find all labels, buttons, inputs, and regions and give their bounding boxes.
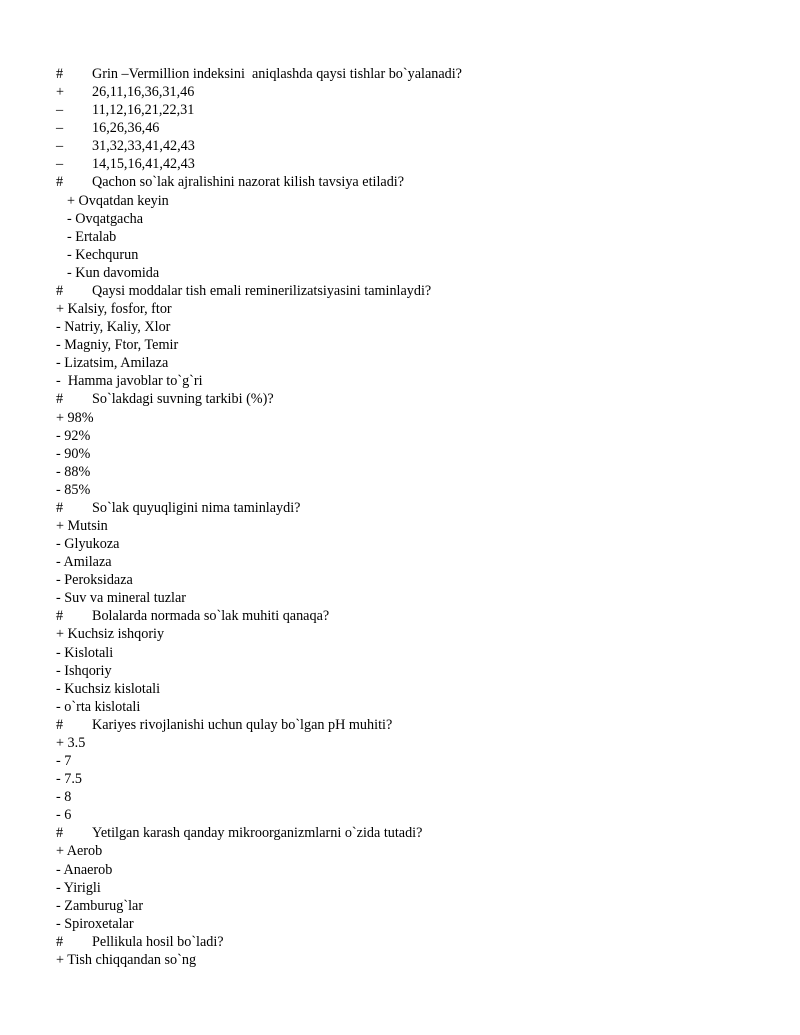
answer-option-line bbox=[56, 770, 82, 788]
answer-option-line bbox=[56, 535, 119, 553]
answer-option-line bbox=[56, 481, 90, 499]
answer-text: - Spiroxetalar bbox=[56, 915, 134, 932]
answer-text: - 88% bbox=[56, 463, 91, 480]
answer-option-line bbox=[56, 336, 178, 354]
answer-text: + Aerob bbox=[56, 843, 103, 860]
answer-text: + Kuchsiz ishqoriy bbox=[56, 626, 165, 643]
answer-text: 14,15,16,41,42,43 bbox=[92, 156, 195, 173]
question-text: Bolalarda normada so`lak muhiti qanaqa? bbox=[92, 608, 330, 625]
question-marker: # bbox=[56, 499, 64, 516]
answer-text: + Mutsin bbox=[56, 518, 108, 534]
answer-option-line bbox=[56, 354, 168, 372]
answer-option-line bbox=[56, 246, 138, 264]
question-marker: # bbox=[56, 174, 64, 191]
answer-text: + Kalsiy, fosfor, ftor bbox=[56, 301, 172, 318]
answer-option-line bbox=[56, 409, 94, 427]
question-line bbox=[56, 607, 329, 625]
answer-option-line bbox=[56, 625, 164, 643]
question-line bbox=[56, 390, 274, 408]
answer-option-line bbox=[56, 644, 113, 662]
answer-text: - Ovqatgacha bbox=[67, 210, 144, 227]
question-marker: # bbox=[56, 66, 64, 82]
answer-option-line bbox=[56, 752, 71, 770]
answer-text: - Ishqoriy bbox=[56, 662, 112, 679]
answer-text: - Kislotali bbox=[56, 644, 114, 661]
answer-text: - Kuchsiz kislotali bbox=[56, 680, 161, 697]
answer-option-line bbox=[56, 806, 71, 824]
question-marker: # bbox=[56, 282, 64, 299]
question-marker: # bbox=[56, 608, 64, 625]
answer-option-line bbox=[56, 680, 160, 698]
answer-option-line bbox=[56, 137, 195, 155]
answer-text: - Peroksidaza bbox=[56, 572, 133, 589]
answer-text: - Zamburug`lar bbox=[56, 897, 144, 914]
answer-option-line bbox=[56, 788, 71, 806]
answer-marker: – bbox=[56, 120, 64, 137]
question-text: Qachon so`lak ajralishini nazorat kilish tavsiya etiladi? bbox=[92, 174, 405, 191]
answer-text: - 7.5 bbox=[56, 771, 83, 788]
answer-marker: + bbox=[56, 84, 65, 101]
answer-option-line bbox=[56, 571, 133, 589]
answer-option-line bbox=[56, 553, 112, 571]
answer-marker: – bbox=[56, 156, 64, 173]
answer-option-line bbox=[56, 119, 159, 137]
answer-text: - Kechqurun bbox=[67, 246, 139, 263]
answer-option-line bbox=[56, 101, 194, 119]
answer-option-line bbox=[56, 192, 169, 210]
answer-option-line bbox=[56, 589, 186, 607]
answer-text: - 90% bbox=[56, 445, 91, 462]
question-text: Kariyes rivojlanishi uchun qulay bo`lgan pH muhiti? bbox=[92, 716, 393, 733]
answer-text: - 6 bbox=[56, 807, 72, 824]
answer-marker: – bbox=[56, 102, 64, 119]
answer-option-line bbox=[56, 842, 102, 860]
answer-option-line bbox=[56, 155, 195, 173]
answer-option-line bbox=[56, 734, 85, 752]
answer-text: - 92% bbox=[56, 427, 91, 444]
question-line bbox=[56, 824, 422, 842]
answer-text: - Kun davomida bbox=[67, 264, 160, 281]
answer-option-line bbox=[56, 264, 159, 282]
answer-text: - 7 bbox=[56, 753, 72, 770]
answer-text: - o`rta kislotali bbox=[56, 698, 141, 715]
answer-option-line bbox=[56, 300, 172, 318]
answer-option-line bbox=[56, 662, 112, 680]
answer-option-line bbox=[56, 698, 140, 716]
answer-text: + 98% bbox=[56, 409, 94, 426]
question-text: Qaysi moddalar tish emali reminerilizatsiyasini taminlaydi? bbox=[92, 282, 432, 299]
answer-text: + Tish chiqqandan so`ng bbox=[56, 951, 197, 968]
answer-text: - 8 bbox=[56, 789, 72, 806]
answer-text: - Natriy, Kaliy, Xlor bbox=[56, 319, 171, 336]
question-line bbox=[56, 933, 224, 951]
answer-option-line bbox=[56, 463, 90, 481]
question-text: Pellikula hosil bo`ladi? bbox=[92, 933, 224, 950]
question-text: So`lak quyuqligini nima taminlaydi? bbox=[92, 499, 301, 516]
answer-option-line bbox=[56, 210, 143, 228]
question-marker: # bbox=[56, 825, 64, 842]
answer-text: + 3.5 bbox=[56, 734, 86, 751]
answer-text: - Magniy, Ftor, Temir bbox=[56, 337, 179, 354]
answer-text: + Ovqatdan keyin bbox=[67, 192, 169, 209]
question-marker: # bbox=[56, 933, 64, 950]
answer-option-line bbox=[56, 915, 134, 933]
question-text: Grin –Vermillion indeksini aniqlashda qaysi tishlar bo`yalanadi? bbox=[92, 66, 462, 82]
answer-option-line bbox=[56, 228, 116, 246]
question-line bbox=[56, 65, 462, 83]
answer-text: - Glyukoza bbox=[56, 536, 120, 553]
answer-option-line bbox=[56, 83, 194, 101]
answer-marker: – bbox=[56, 138, 64, 155]
answer-option-line bbox=[56, 879, 101, 897]
answer-text: 16,26,36,46 bbox=[92, 120, 160, 137]
answer-option-line bbox=[56, 897, 143, 915]
answer-option-line bbox=[56, 427, 90, 445]
answer-text: - 85% bbox=[56, 481, 91, 498]
question-line bbox=[56, 282, 431, 300]
answer-text: - Hamma javoblar to`g`ri bbox=[56, 373, 203, 390]
answer-text: - Anaerob bbox=[56, 861, 113, 878]
answer-text: - Amilaza bbox=[56, 554, 112, 571]
question-line bbox=[56, 499, 300, 517]
answer-option-line bbox=[56, 951, 196, 969]
answer-text: - Suv va mineral tuzlar bbox=[56, 590, 187, 607]
answer-option-line bbox=[56, 445, 90, 463]
question-line bbox=[56, 716, 392, 734]
answer-text: - Lizatsim, Amilaza bbox=[56, 355, 169, 372]
question-line bbox=[56, 173, 404, 191]
question-marker: # bbox=[56, 391, 64, 408]
question-marker: # bbox=[56, 716, 64, 733]
answer-text: 26,11,16,36,31,46 bbox=[92, 84, 195, 101]
answer-text: 31,32,33,41,42,43 bbox=[92, 138, 195, 155]
answer-option-line bbox=[56, 372, 203, 390]
answer-text: 11,12,16,21,22,31 bbox=[92, 102, 195, 119]
question-text: So`lakdagi suvning tarkibi (%)? bbox=[92, 391, 274, 408]
question-text: Yetilgan karash qanday mikroorganizmlarni o`zida tutadi? bbox=[92, 825, 423, 842]
answer-option-line bbox=[56, 861, 112, 879]
answer-text: - Ertalab bbox=[67, 228, 117, 245]
answer-text: - Yirigli bbox=[56, 879, 101, 896]
answer-option-line bbox=[56, 318, 170, 336]
answer-option-line bbox=[56, 517, 108, 535]
